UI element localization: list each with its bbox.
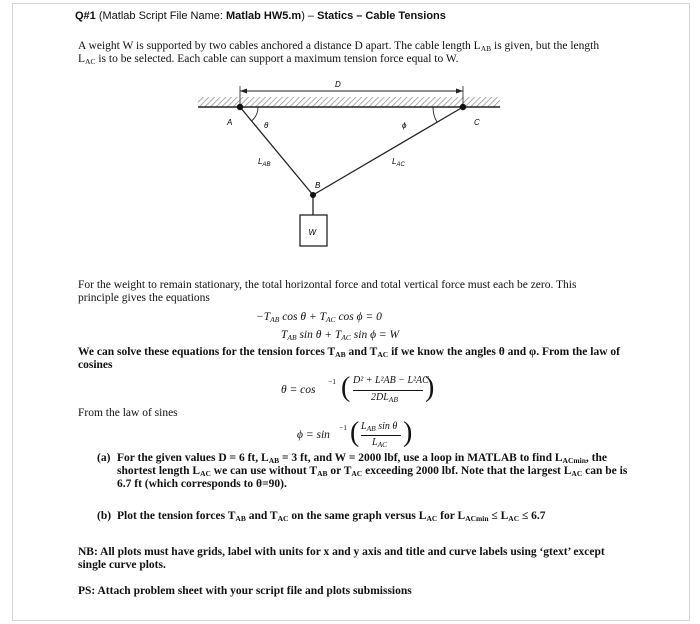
pa2-c: or T [327, 465, 352, 477]
pa2-a: shortest length L [117, 465, 201, 477]
pb-d: for L [437, 510, 466, 522]
pb-sub3: AC [426, 514, 438, 523]
cos-lhs: θ = cos [281, 384, 316, 396]
label-b: B [315, 181, 321, 190]
anchor-a [237, 104, 243, 110]
note-text-1: All plots must have grids, label with units for x and y axis and title and curve labels using ‘gtext’ except [97, 546, 605, 558]
label-lab-l: L [258, 157, 263, 166]
sin-den-l: L [372, 437, 378, 448]
anchor-c [460, 104, 466, 110]
pb-sub2: AC [277, 514, 289, 523]
label-lac-l: L [392, 157, 397, 166]
label-lac-sub: AC [396, 162, 405, 168]
cos-denominator [371, 392, 398, 404]
label-d: D [335, 80, 341, 89]
ps-label: PS: [78, 585, 96, 597]
eq1-sub2: AC [325, 315, 336, 324]
pb-sub1: AB [235, 514, 246, 523]
eq2-c: sin ϕ = W [350, 329, 400, 341]
pa2-sub1: AC [200, 469, 211, 478]
pb-a: Plot the tension forces T [117, 510, 236, 522]
label-a: A [227, 118, 233, 127]
dash: – [304, 10, 318, 22]
cos-exp: −1 [328, 377, 336, 386]
sin-num-sub: AB [366, 424, 376, 433]
pb-b: and T [245, 510, 278, 522]
sin-num-l: L [361, 421, 367, 432]
label-lab-sub: AB [262, 162, 271, 168]
cos-den-sub: AB [388, 395, 398, 404]
pa2-sub3: AC [351, 469, 363, 478]
cable-ab [240, 107, 313, 195]
note-line-2: single curve plots. [78, 559, 166, 571]
cos-den-text: 2DL [371, 392, 389, 403]
pa2-sub2: AB [317, 469, 328, 478]
law-of-sines-label: From the law of sines [78, 407, 178, 419]
eq1-a: −T [256, 311, 271, 323]
ps-line [78, 585, 412, 598]
equation-horizontal [256, 311, 382, 324]
script-close: ) [301, 10, 305, 22]
pb-sub5: AC [508, 514, 520, 523]
solve-c: if we know the angles θ and φ. From the law of [388, 346, 620, 358]
part-b-text [117, 510, 546, 525]
solve-a: We can solve these equations for the tension forces T [78, 346, 336, 358]
intro-text-1: A weight W is supported by two cables anchored a distance D apart. The cable length L [78, 40, 481, 52]
eq1-sub1: AB [270, 315, 280, 324]
eq2-sub2: AC [341, 333, 351, 342]
pb-c: on the same graph versus L [288, 510, 427, 522]
theta-arc [252, 107, 259, 121]
pa2-sub4: AC [571, 469, 583, 478]
pa1-sub1: AB [268, 456, 280, 465]
equation-vertical [281, 329, 399, 342]
label-c: C [474, 118, 480, 127]
pa1-sub2: ACmin [562, 456, 586, 465]
script-label: (Matlab Script File Name: [98, 10, 227, 22]
cos-paren-left: ( [341, 372, 351, 403]
sin-fraction-bar [361, 435, 401, 436]
eq2-b: sin θ + T [296, 329, 342, 341]
sin-exp: −1 [339, 423, 347, 432]
sin-paren-left: ( [350, 417, 360, 448]
equilibrium-line-1: For the weight to remain stationary, the total horizontal force and total vertical force must each be zero. This [78, 279, 577, 291]
sin-paren-right: ) [403, 417, 413, 448]
equilibrium-line-2: principle gives the equations [78, 292, 210, 304]
phi-arc [433, 107, 437, 123]
topic-title: Statics – Cable Tensions [317, 10, 446, 22]
cos-fraction-bar [353, 390, 423, 391]
pa2-b: we can use without T [210, 465, 318, 477]
intro-text-1b: is given, but the length [491, 40, 600, 52]
eq1-c: cos ϕ = 0 [335, 311, 382, 323]
intro-sub-2: AC [85, 57, 96, 66]
cos-paren-right: ) [425, 372, 435, 403]
joint-b [310, 192, 316, 198]
pa1-c: , the [585, 452, 607, 464]
label-theta: θ [264, 121, 269, 130]
pa1-b: = 3 ft, and W = 2000 lbf, use a loop in MATLAB to find L [279, 452, 563, 464]
solve-sub1: AB [335, 350, 346, 359]
ps-text: Attach problem sheet with your script file and plots submissions [95, 585, 412, 597]
pa2-e: can be is [582, 465, 628, 477]
sin-den-sub: AC [377, 440, 388, 449]
eq2-a: T [281, 329, 288, 341]
note-line-1 [78, 546, 605, 559]
eq2-sub1: AB [287, 333, 297, 342]
script-name: Matlab HW5.m [226, 10, 302, 22]
cos-numerator: D² + L²AB − L²AC [353, 375, 429, 386]
note-label: NB: [78, 546, 98, 558]
solve-sub2: AC [377, 350, 389, 359]
d-arrow-right [456, 89, 463, 94]
question-id: Q#1 [75, 10, 96, 22]
d-arrow-left [240, 89, 247, 94]
label-lac [392, 157, 405, 168]
pb-sub4: ACmin [465, 514, 489, 523]
label-phi: ϕ [402, 121, 407, 130]
intro-text-2a: L [78, 53, 86, 65]
pb-e: ≤ L [488, 510, 509, 522]
cable-ac [313, 107, 463, 195]
sin-numerator [361, 421, 397, 433]
intro-text-2: is to be selected. Each cable can support a maximum tension force equal to W. [95, 53, 459, 65]
part-b-label: (b) [97, 510, 112, 522]
eq1-b: cos θ + T [279, 311, 326, 323]
sin-num-end: sin θ [375, 421, 398, 432]
sin-denominator [372, 437, 387, 449]
part-a-label: (a) [97, 452, 111, 464]
solve-line-2: cosines [78, 359, 113, 371]
part-a-line-3: 6.7 ft (which corresponds to θ=90). [117, 478, 287, 490]
label-w: W [308, 228, 317, 237]
label-lab [258, 157, 270, 168]
solve-b: and T [345, 346, 378, 358]
intro-sub-1: AB [480, 44, 492, 53]
pa1-a: For the given values D = 6 ft, L [117, 452, 269, 464]
ceiling-hatch [198, 97, 500, 107]
solve-line-1 [78, 346, 620, 361]
pa2-d: exceeding 2000 lbf. Note that the largest L [362, 465, 572, 477]
pb-f: ≤ 6.7 [519, 510, 546, 522]
sin-lhs: ϕ = sin [297, 429, 330, 441]
